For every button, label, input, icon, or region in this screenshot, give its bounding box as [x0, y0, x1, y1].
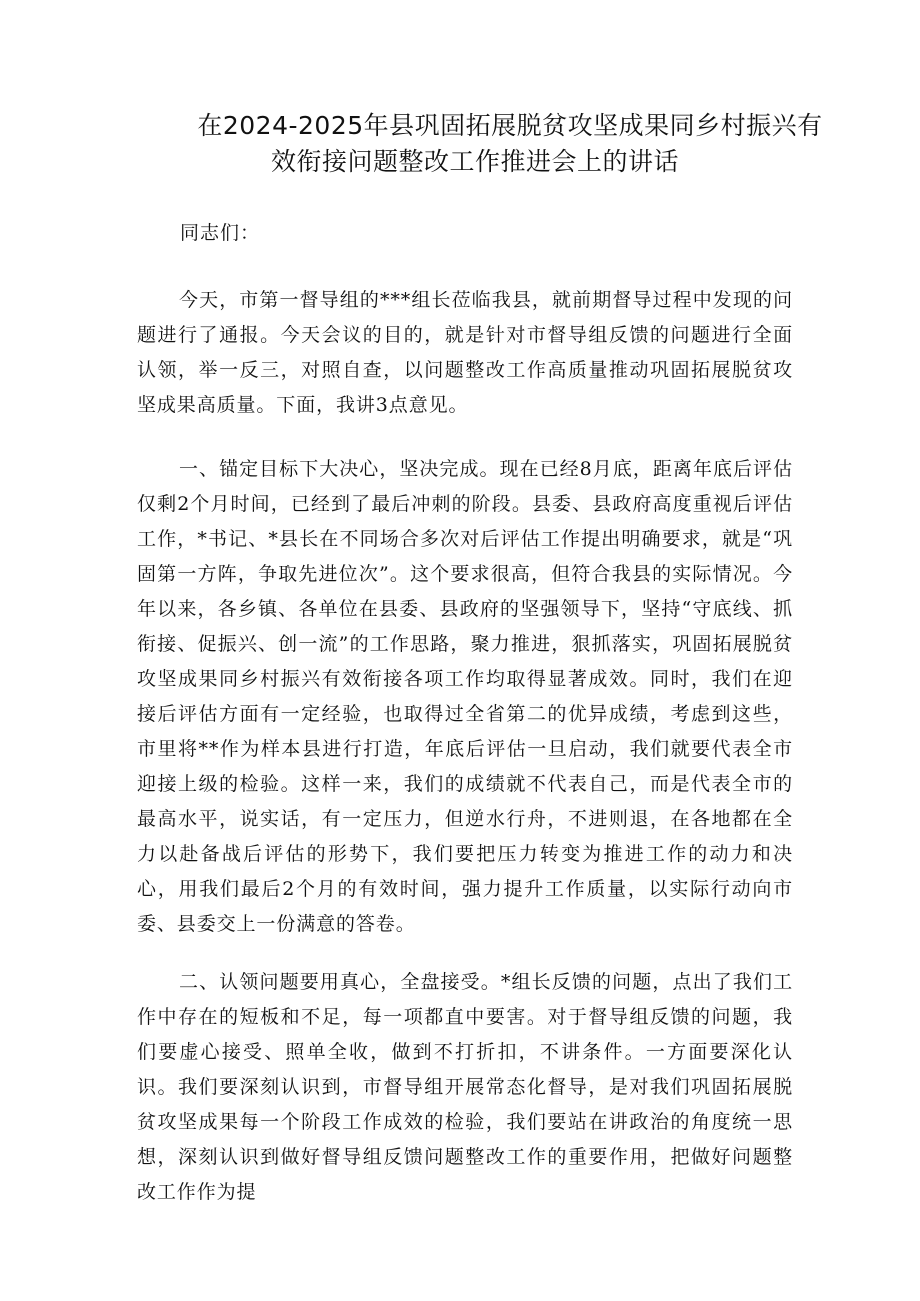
paragraph-point-two: 二、认领问题要用真心，全盘接受。*组长反馈的问题，点出了我们工作中存在的短板和不足，每一项都直中要害。对于督导组反馈的问题，我们要虚心接受、照单全收，做到不打折扣，不讲条件。一方面要深化认识。我们要深刻认识到，市督导组开展常态化督导，是对我们巩固拓展脱贫攻坚成果每一个阶段工作成效的检验，我们要站在讲政治的角度统一思想，深刻认识到做好督导组反馈问题整改工作的重要作用，把做好问题整改工作作为提	[137, 971, 793, 1203]
title-line-2: 效衔接问题整改工作推进会上的讲话	[270, 147, 679, 176]
paragraph-point-one: 一、锚定目标下大决心，坚决完成。现在已经8月底，距离年底后评估仅剩2个月时间，已经到了最后冲刺的阶段。县委、县政府高度重视后评估工作，*书记、*县长在不同场合多次对后评估工作提出明确要求，就是“巩固第一方阵，争取先进位次”。这个要求很高，但符合我县的实际情况。今年以来，各乡镇、各单位在县委、县政府的坚强领导下，坚持“守底线、抓衔接、促振兴、创一流”的工作思路，聚力推进，狠抓落实，巩固拓展脱贫攻坚成果同乡村振兴有效衔接各项工作均取得显著成效。同时，我们在迎接后评估方面有一定经验，也取得过全省第二的优异成绩，考虑到这些，市里将**作为样本县进行打造，年底后评估一旦启动，我们就要代表全市迎接上级的检验。这样一来，我们的成绩就不代表自己，而是代表全市的最高水平，说实话，有一定压力，但逆水行舟，不进则退，在各地都在全力以赴备战后评估的形势下，我们要把压力转变为推进工作的动力和决心，用我们最后2个月的有效时间，强力提升工作质量，以实际行动向市委、县委交上一份满意的答卷。	[137, 458, 793, 935]
title-line-1: 在2024-2025年县巩固拓展脱贫攻坚成果同乡村振兴有	[197, 111, 823, 140]
salutation: 同志们：	[180, 222, 261, 244]
document-title	[120, 108, 840, 180]
paragraph-intro: 今天，市第一督导组的***组长莅临我县，就前期督导过程中发现的问题进行了通报。今天会议的目的，就是针对市督导组反馈的问题进行全面认领，举一反三，对照自查，以问题整改工作高质量推动巩固拓展脱贫攻坚成果高质量。下面，我讲3点意见。	[137, 289, 793, 416]
